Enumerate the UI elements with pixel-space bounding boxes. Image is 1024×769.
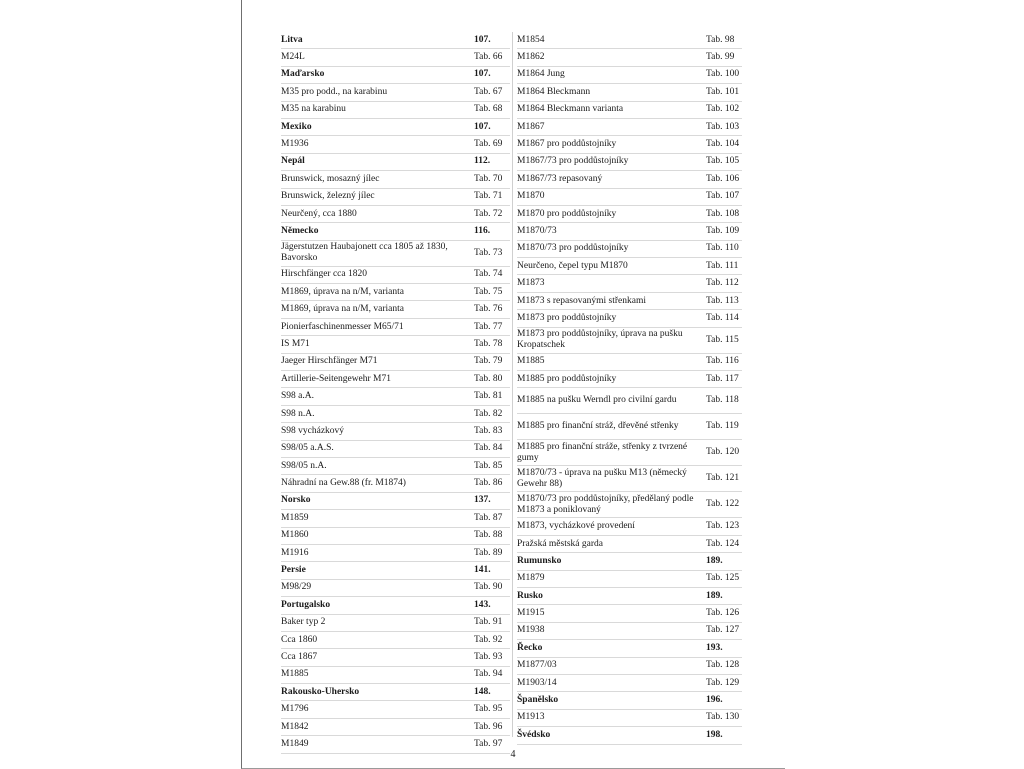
table-reference: Tab. 69 [474,139,503,150]
table-reference: Tab. 92 [474,634,503,645]
page-reference: 189. [706,555,723,566]
table-reference: Tab. 122 [706,499,740,510]
country-name: Rakousko-Uhersko [281,686,360,697]
table-reference: Tab. 111 [706,260,739,271]
table-reference: Tab. 85 [474,460,503,471]
table-reference: Tab. 75 [474,286,503,297]
table-reference: Tab. 73 [474,247,503,258]
index-entry-row [517,658,742,675]
index-entry-row [517,710,742,727]
entry-name: M1867 pro poddůstojníky [517,139,617,150]
entry-name: M1916 [281,547,309,558]
table-reference: Tab. 88 [474,530,503,541]
entry-name: Brunswick, železný jílec [281,191,375,202]
index-entry-row [517,241,742,258]
entry-name: M1879 [517,573,545,584]
entry-name: M1870/73 pro poddůstojníky [517,243,629,254]
index-entry-row [281,189,510,206]
page-reference: 112. [474,156,491,167]
table-reference: Tab. 71 [474,191,503,202]
entry-name: M1885 pro poddůstojníky [517,373,617,384]
entry-name: Cca 1860 [281,634,318,645]
column-divider [512,32,513,737]
country-heading-row [517,692,742,709]
table-reference: Tab. 130 [706,712,740,723]
index-entry-row [281,667,510,684]
entry-name: Neurčeno, čepel typu M1870 [517,260,628,271]
entry-name: Hirschfänger cca 1820 [281,269,367,280]
country-heading-row [517,553,742,570]
table-reference: Tab. 101 [706,86,740,97]
table-reference: Tab. 120 [706,447,740,458]
entry-name: M1859 [281,512,309,523]
entry-name: M1860 [281,530,309,541]
index-entry-row [281,371,510,388]
page-reference: 143. [474,599,491,610]
index-entry-row [281,171,510,188]
entry-name: M1938 [517,625,545,636]
entry-name: M1870 pro poddůstojníky [517,208,617,219]
entry-name: M1885 [517,356,545,367]
entry-name: M1870/73 pro poddůstojníky, předělaný podle M1873 a poniklovaný [517,493,694,515]
index-entry-row [517,293,742,310]
table-reference: Tab. 81 [474,391,503,402]
entry-name: S98 a.A. [281,391,314,402]
entry-name: M24L [281,52,305,63]
index-entry-row [281,475,510,492]
entry-name: M98/29 [281,582,312,593]
index-entry-row [517,49,742,66]
country-heading-row [281,32,510,49]
table-reference: Tab. 100 [706,69,740,80]
index-entry-row [281,510,510,527]
entry-name: S98/05 a.A.S. [281,443,334,454]
table-reference: Tab. 126 [706,608,740,619]
table-reference: Tab. 123 [706,521,740,532]
entry-name: M1885 [281,669,309,680]
entry-name: M1864 Bleckmann varianta [517,104,624,115]
table-reference: Tab. 90 [474,582,503,593]
table-reference: Tab. 109 [706,225,740,236]
entry-name: M1867 [517,121,545,132]
table-reference: Tab. 67 [474,86,503,97]
country-heading-row [281,154,510,171]
table-reference: Tab. 106 [706,173,740,184]
index-entry-row [517,623,742,640]
country-name: Rumunsko [517,555,562,566]
country-name: Španělsko [517,695,559,706]
entry-name: M35 pro podd., na karabinu [281,86,388,97]
index-entry-row [281,545,510,562]
page-reference: 116. [474,225,491,236]
index-entry-row [517,154,742,171]
index-entry-row [517,275,742,292]
entry-name: M1862 [517,52,545,63]
index-entry-row [281,719,510,736]
table-reference: Tab. 125 [706,573,740,584]
entry-name: M1869, úprava na n/M, varianta [281,286,404,297]
page-reference: 141. [474,565,491,576]
table-reference: Tab. 127 [706,625,740,636]
table-reference: Tab. 117 [706,373,739,384]
index-entry-row [281,49,510,66]
table-reference: Tab. 128 [706,660,740,671]
table-reference: Tab. 99 [706,52,735,63]
table-reference: Tab. 77 [474,321,503,332]
country-name: Nepál [281,156,305,167]
country-heading-row [281,67,510,84]
table-reference: Tab. 115 [706,334,739,345]
table-reference: Tab. 112 [706,278,739,289]
entry-name: M1873 [517,278,545,289]
index-entry-row [281,284,510,301]
table-reference: Tab. 121 [706,473,740,484]
entry-name: Baker typ 2 [281,617,326,628]
index-entry-row [281,649,510,666]
index-entry-row [517,414,742,440]
index-entry-row [281,319,510,336]
index-entry-row [281,406,510,423]
index-entry-row [517,466,742,492]
entry-name: Artillerie-Seitengewehr M71 [281,373,392,384]
index-entry-row [517,440,742,466]
index-entry-row [517,605,742,622]
page-reference: 107. [474,121,491,132]
entry-name: M1915 [517,608,545,619]
index-entry-row [281,615,510,632]
page-number: 4 [510,749,516,760]
entry-name: M1849 [281,738,309,749]
table-reference: Tab. 94 [474,669,503,680]
table-reference: Tab. 74 [474,269,503,280]
index-entry-row [517,371,742,388]
country-name: Persie [281,565,306,576]
country-heading-row [281,562,510,579]
index-entry-row [281,206,510,223]
entry-name: M1867/73 pro poddůstojníky [517,156,629,167]
entry-name: M1796 [281,704,309,715]
table-reference: Tab. 86 [474,478,503,489]
table-reference: Tab. 80 [474,373,503,384]
country-heading-row [517,588,742,605]
table-reference: Tab. 129 [706,677,740,688]
entry-name: IS M71 [281,338,310,349]
table-reference: Tab. 102 [706,104,740,115]
table-reference: Tab. 84 [474,443,503,454]
country-name: Švédsko [517,729,551,740]
entry-name: Neurčený, cca 1880 [281,208,357,219]
index-entry-row [281,632,510,649]
table-reference: Tab. 95 [474,704,503,715]
index-entry-row [517,223,742,240]
page-reference: 198. [706,729,723,740]
table-reference: Tab. 116 [706,356,739,367]
index-entry-row [281,423,510,440]
entry-name: S98 n.A. [281,408,315,419]
index-entry-row [517,84,742,101]
entry-name: M1870 [517,191,545,202]
entry-name: M1885 pro finanční stráž, dřevěné střenky [517,421,679,432]
index-entry-row [281,354,510,371]
country-name: Mexiko [281,121,312,132]
index-entry-row [517,388,742,414]
entry-name: Jägerstutzen Haubajonett cca 1805 až 1830, Bavorsko [281,242,448,264]
table-reference: Tab. 66 [474,52,503,63]
index-entry-row [281,102,510,119]
entry-name: M1854 [517,34,545,45]
index-entry-row [517,258,742,275]
index-entry-row [281,736,510,753]
table-reference: Tab. 68 [474,104,503,115]
table-reference: Tab. 93 [474,651,503,662]
entry-name: M1867/73 repasovaný [517,173,603,184]
entry-name: M1936 [281,139,309,150]
entry-name: S98 vycházkový [281,425,345,436]
table-reference: Tab. 110 [706,243,739,254]
entry-name: M1842 [281,721,309,732]
table-reference: Tab. 113 [706,295,739,306]
country-heading-row [281,223,510,240]
table-reference: Tab. 118 [706,395,739,406]
index-entry-row [281,301,510,318]
table-reference: Tab. 114 [706,312,739,323]
entry-name: M1885 pro finanční stráže, střenky z tvrzené gumy [517,441,688,463]
index-entry-row [517,536,742,553]
index-entry-row [517,571,742,588]
entry-name: M1864 Bleckmann [517,86,591,97]
entry-name: M1873, vycházkové provedení [517,521,635,532]
table-reference: Tab. 89 [474,547,503,558]
table-reference: Tab. 91 [474,617,503,628]
table-reference: Tab. 98 [706,34,735,45]
index-column-left [281,32,510,754]
entry-name: Jaeger Hirschfänger M71 [281,356,378,367]
index-entry-row [281,241,510,267]
table-reference: Tab. 83 [474,425,503,436]
index-entry-row [281,580,510,597]
index-entry-row [281,336,510,353]
index-entry-row [517,102,742,119]
table-reference: Tab. 79 [474,356,503,367]
index-entry-row [517,675,742,692]
page-reference: 107. [474,34,491,45]
table-reference: Tab. 82 [474,408,503,419]
country-heading-row [517,727,742,744]
page-reference: 137. [474,495,491,506]
index-entry-row [517,354,742,371]
table-reference: Tab. 96 [474,721,503,732]
country-heading-row [281,684,510,701]
index-entry-row [281,388,510,405]
entry-name: M1864 Jung [517,69,565,80]
country-name: Norsko [281,495,311,506]
index-entry-row [517,32,742,49]
entry-name: Brunswick, mosazný jílec [281,173,380,184]
entry-name: M1877/03 [517,660,557,671]
page-reference: 189. [706,590,723,601]
entry-name: M1913 [517,712,545,723]
entry-name: Cca 1867 [281,651,318,662]
entry-name: M1903/14 [517,677,557,688]
table-reference: Tab. 119 [706,421,739,432]
country-name: Německo [281,225,319,236]
table-reference: Tab. 105 [706,156,740,167]
index-entry-row [517,518,742,535]
index-entry-row [281,458,510,475]
entry-name: M1885 na pušku Werndl pro civilní gardu [517,395,677,406]
table-reference: Tab. 72 [474,208,503,219]
country-name: Rusko [517,590,543,601]
entry-name: Pionierfaschinenmesser M65/71 [281,321,404,332]
table-reference: Tab. 103 [706,121,740,132]
index-entry-row [281,136,510,153]
index-entry-row [517,492,742,518]
entry-name: M1870/73 - úprava na pušku M13 (německý Gewehr 88) [517,467,687,489]
entry-name: Pražská městská garda [517,538,603,549]
entry-name: Náhradní na Gew.88 (fr. M1874) [281,478,406,489]
index-entry-row [517,119,742,136]
page-reference: 193. [706,642,723,653]
index-entry-row [281,84,510,101]
table-reference: Tab. 124 [706,538,740,549]
index-entry-row [517,67,742,84]
index-entry-row [517,189,742,206]
table-reference: Tab. 76 [474,304,503,315]
index-entry-row [281,528,510,545]
entry-name: M35 na karabinu [281,104,346,115]
table-reference: Tab. 87 [474,512,503,523]
table-reference: Tab. 78 [474,338,503,349]
index-entry-row [517,136,742,153]
country-heading-row [281,493,510,510]
index-entry-row [517,310,742,327]
index-column-right [517,32,742,745]
table-reference: Tab. 108 [706,208,740,219]
index-entry-row [281,267,510,284]
entry-name: M1873 s repasovanými střenkami [517,295,647,306]
table-reference: Tab. 97 [474,738,503,749]
index-entry-row [517,328,742,354]
table-reference: Tab. 107 [706,191,740,202]
country-heading-row [517,640,742,657]
page-reference: 196. [706,695,723,706]
entry-name: M1869, úprava na n/M, varianta [281,304,404,315]
index-entry-row [517,206,742,223]
entry-name: S98/05 n.A. [281,460,327,471]
table-reference: Tab. 104 [706,139,740,150]
country-heading-row [281,597,510,614]
country-name: Litva [281,34,303,45]
entry-name: M1870/73 [517,225,557,236]
table-reference: Tab. 70 [474,173,503,184]
index-entry-row [281,701,510,718]
index-entry-row [517,171,742,188]
entry-name: M1873 pro poddůstojníky [517,312,617,323]
index-entry-row [281,441,510,458]
country-name: Portugalsko [281,599,331,610]
country-name: Řecko [517,642,543,653]
country-name: Maďarsko [281,69,325,80]
page-reference: 148. [474,686,491,697]
entry-name: M1873 pro poddůstojníky, úprava na pušku Kropatschek [517,329,683,351]
page-reference: 107. [474,69,491,80]
country-heading-row [281,119,510,136]
